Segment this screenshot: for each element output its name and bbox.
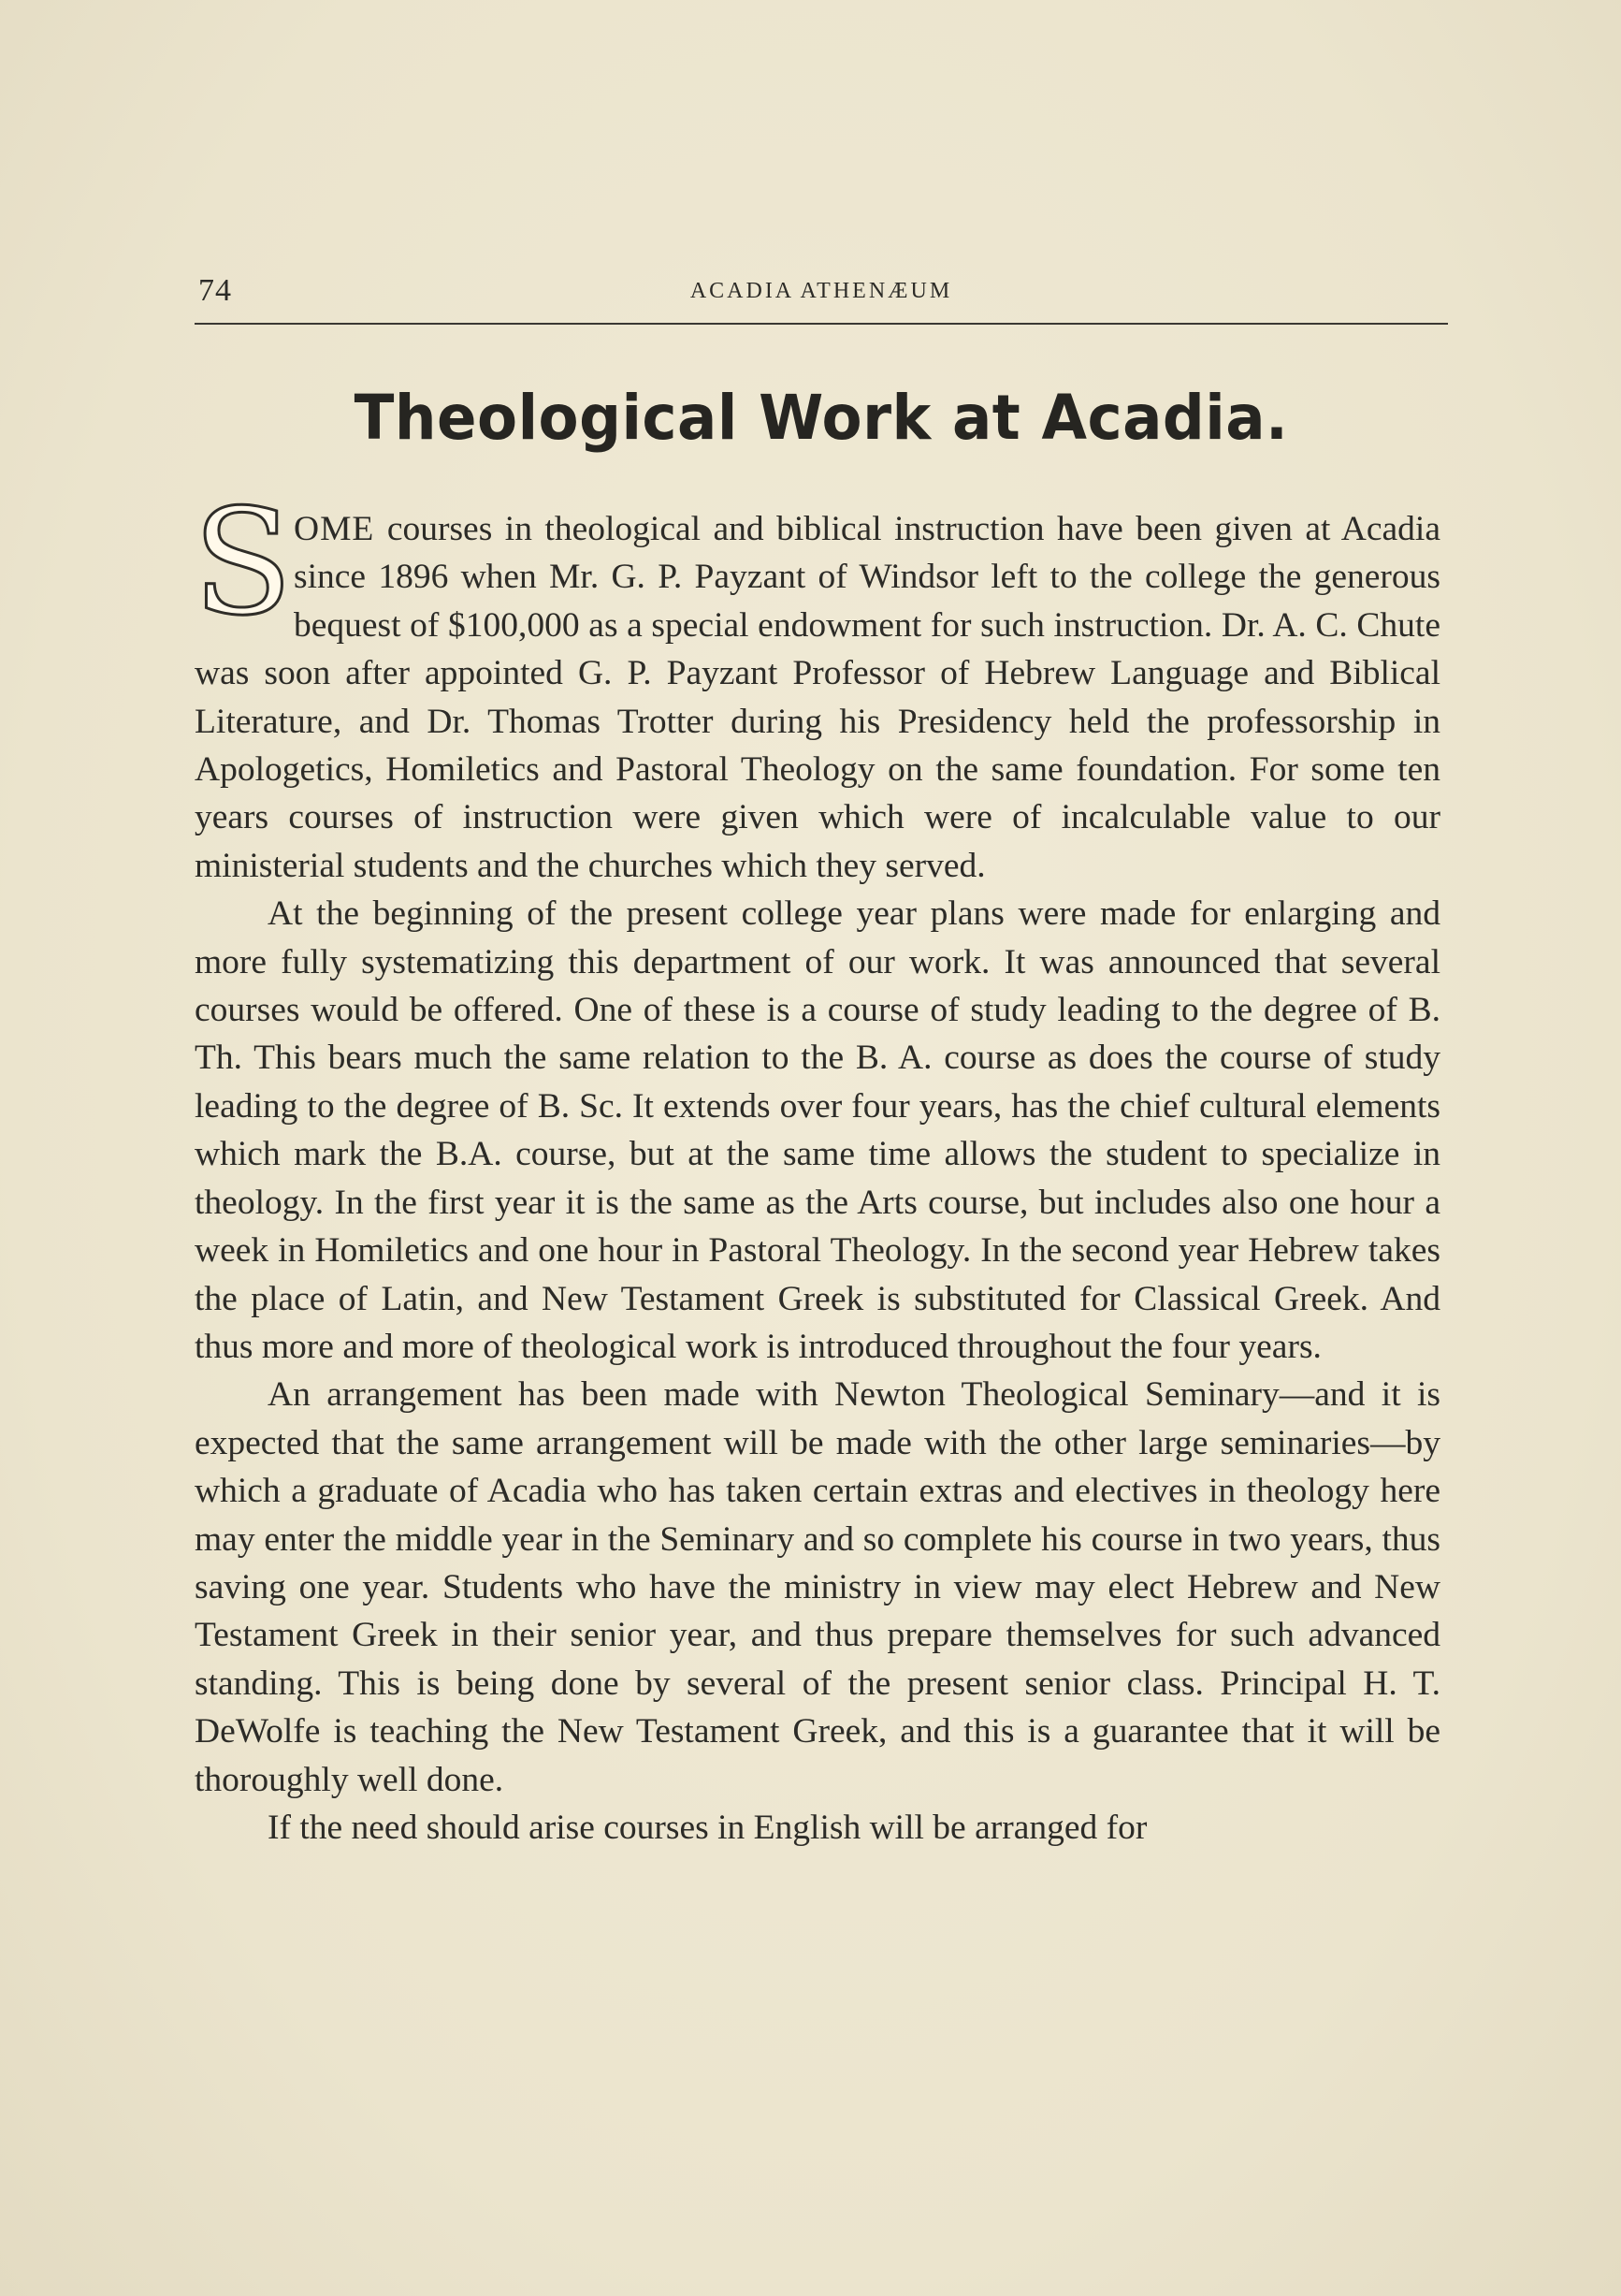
- header-rule: [195, 323, 1448, 325]
- page-number: 74: [198, 273, 232, 308]
- article-title: Theological Work at Acadia.: [354, 382, 1289, 454]
- lead-word: OME: [294, 510, 375, 548]
- paragraph-1: [193, 477, 1440, 890]
- paragraph-3: An arrangement has been made with Newton Theological Seminary—and it is expected that the same arrangement will be made with the other large seminaries—by which a graduate of Acadia who has taken certain extras and electives in theology here may enter the middle year in the Seminary and so complete his course in two years, thus saving one year. Students who have the ministry in view may elect Hebrew and New Testament Greek in their senior year, and thus prepare themselves for such advanced standing. This is being done by several of the present senior class. Principal H. T. DeWolfe is teaching the New Testament Greek, and this is a guarantee that it will be thoroughly well done.: [195, 1375, 1440, 1799]
- article-body: [193, 477, 1440, 1852]
- page-header: [195, 271, 1448, 318]
- paragraph-2: At the beginning of the present college year plans were made for enlarging and more fully systematizing this department of our work. It was announced that several courses would be offered. One of these is a course of study leading to the degree of B. Th. This bears much the same relation to the B. A. course as does the course of study leading to the degree of B. Sc. It extends over four years, has the chief cultural elements which mark the B.A. course, but at the same time allows the student to specialize in theology. In the first year it is the same as the Arts course, but includes also one hour a week in Homiletics and one hour in Pastoral Theology. In the second year Hebrew takes the place of Latin, and New Testament Greek is substituted for Classical Greek. And thus more and more of theological work is introduced throughout the four years.: [195, 894, 1440, 1366]
- drop-cap-letter: S: [193, 477, 293, 647]
- paragraph-1-text: courses in theological and biblical instruction have been given at Acadia since 1896 when Mr. G. P. Payzant of Windsor left to the college the generous bequest of $100,000 as a special endowment for such instruction. Dr. A. C. Chute was soon after appointed G. P. Payzant Professor of Hebrew Language and Biblical Literature, and Dr. Thomas Trotter during his Presidency held the professorship in Apologetics, Homiletics and Pastoral Theology on the same foundation. For some ten years courses of instruction were given which were of incalculable value to our ministerial students and the churches which they served.: [195, 510, 1440, 885]
- running-title: ACADIA ATHENÆUM: [689, 279, 953, 303]
- paragraph-4: If the need should arise courses in English will be arranged for: [268, 1808, 1148, 1847]
